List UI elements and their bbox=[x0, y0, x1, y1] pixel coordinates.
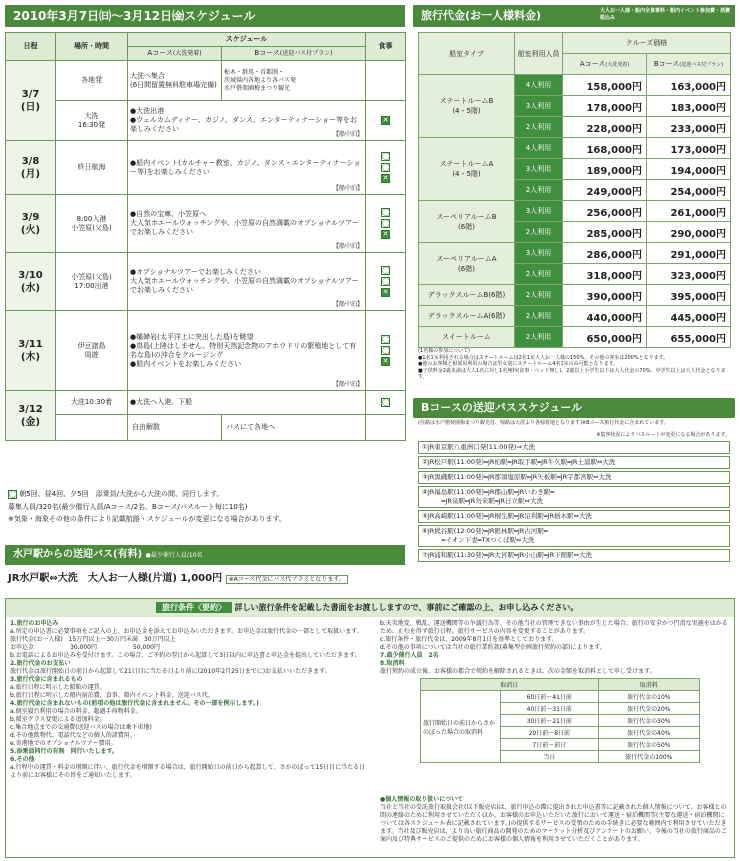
cancel-side: 旅行開始日の前日からさかのぼった場合の取消料 bbox=[421, 691, 501, 763]
bus-route: ④JR福島駅(11:00発)═JR郡山駅═JRいわき駅═ ═JR泉駅═JR勿来駅═JR日立駅⇔大洗 bbox=[418, 486, 730, 508]
terms-lead: 詳しい旅行条件を記載した書面をお渡ししますので、事前にご確認の上、お申し込みください。 bbox=[234, 603, 579, 612]
capacity-note: 募集人員/320名(最少催行人員/Aコース/2名、Bコース/バスルート毎に10名) bbox=[8, 503, 248, 511]
cancel-cell: 旅行代金の20% bbox=[598, 703, 699, 715]
price-b: 254,000円 bbox=[647, 180, 731, 201]
row-tag: 【船中泊】 bbox=[332, 243, 363, 250]
price-row bbox=[419, 138, 731, 159]
price-b: 323,000円 bbox=[647, 264, 731, 285]
price-note: ■子供料金2歳未満は大人1名に対し1名無料(食事・ベッド無し)、2歳以上小学生以下は大人代金の70%、中学生以上は大人代金となります。 bbox=[418, 367, 726, 380]
terms-item: b.お電話によるお申込みを受付けます。この場合、ご予約の翌日から起算して3日以内に申込書と申込金を提出していただきます。 bbox=[10, 652, 361, 659]
row-a: 大洗へ集合 (6日間留置無料駐車場完備) bbox=[128, 61, 222, 101]
occupancy: 2人利用 bbox=[515, 264, 563, 285]
mito-fare: 1,000円 bbox=[180, 573, 223, 584]
price-b: 655,000円 bbox=[647, 327, 731, 348]
price-row bbox=[419, 243, 731, 264]
row-a: ●オプショナルツアーでお楽しみください 大人気ホエールウォッチングや、小笠原の自然満載のオプショナルツアーでお楽しみください 【船中泊】 bbox=[128, 253, 366, 311]
row-b: 栃木・群馬・首都圏・ 茨城県内各地より各バス発 水戸偕楽園梅まつり観光 bbox=[222, 61, 366, 101]
row-date: 3/11 (木) bbox=[6, 311, 56, 391]
schedule-table bbox=[5, 32, 406, 441]
room-type: デラックスルームB(6階) bbox=[419, 285, 515, 306]
terms-item: 4.旅行代金に含まれないもの(前項の他は旅行代金に含まれません。その一部を例示します。) bbox=[10, 700, 259, 707]
terms-item: b.天災地変、戦乱、運送機関等の争議行為等、その他当社の管理できない事由が生じた場合、旅行の安全かつ円滑な実施をはかるため、止むを得ず旅行日程、旅行サービスの内容を変更することがあります。 bbox=[380, 620, 728, 635]
terms-item: a.行程中の運賃・料金の増額に伴い、旅行代金を増額する場合は、旅行開始日の前日から起算して、さかのぼって15日目に当たる日より前にお客様にその旨をご通知いたします。 bbox=[10, 764, 366, 779]
room-type: デラックスルームA(6階) bbox=[419, 306, 515, 327]
price-row bbox=[419, 201, 731, 222]
bus-route: ⑤JR高崎駅(11:00発)═JR桐生駅═JR足利駅═JR栃木駅⇔大洗 bbox=[418, 510, 730, 523]
price-b: 261,000円 bbox=[647, 201, 731, 222]
privacy-title: ●個人情報の取り扱いについて bbox=[380, 796, 464, 803]
bus-route: ③JR黒磯駅(11:00発)═JR那須塩原駅═JR矢板駅═JR宇都宮駅⇔大洗 bbox=[418, 471, 730, 484]
terms-item: 6.その他 bbox=[10, 756, 35, 763]
breakfast-icon: ◯ bbox=[382, 152, 390, 160]
price-a: 178,000円 bbox=[563, 96, 647, 117]
bus-route: ②JR松戸駅(11:00発)═JR柏駅═JR取手駅═JR牛久駅═JR土浦駅⇔大洗 bbox=[418, 456, 730, 469]
terms-item: 5.添乗員同行の有無 同行いたします。 bbox=[10, 748, 118, 755]
price-a: 285,000円 bbox=[563, 222, 647, 243]
lunch-icon: ◯ bbox=[382, 346, 390, 354]
terms-item: d.その他飲物代、電話代などの個人的諸費用。 bbox=[10, 732, 136, 739]
head-acourse: Aコース bbox=[147, 49, 173, 57]
terms-left bbox=[10, 620, 370, 780]
occupancy: 4人利用 bbox=[515, 75, 563, 96]
head-acourse-sub: (大洗発着) bbox=[172, 50, 202, 57]
schedule-title: 2010年3月7日㈰〜3月12日㈮スケジュール bbox=[5, 5, 405, 27]
row-place: 終日航海 bbox=[56, 141, 128, 195]
cancel-table bbox=[420, 678, 700, 763]
room-type: スーペリアルームB (6階) bbox=[419, 201, 515, 243]
price-row bbox=[419, 75, 731, 96]
terms-item: c.集合地点までの交通費(送迎バスの場合は乗下車地) bbox=[10, 724, 152, 731]
bus-note1: (往路は水戸偕楽園梅まつり観光付、帰路は大洗より各帰着地となります)※Bコース旅行代金に含まれています。 bbox=[418, 420, 669, 426]
row-a: ●孀婦岩(太平洋上に突出した島)を眺望 ●鳥島(上陸はしません。特別天然記念物のアホウドリの繁殖地として有名な島)の沖合をクルージング ●船内イベントをお楽しみください 【船中泊】 bbox=[128, 311, 366, 391]
occupancy: 2人利用 bbox=[515, 117, 563, 138]
terms-item: a.所定の申込書に必要事項をご記入の上、お申込金を添えてお申込みいただきます。お申込金は旅行代金の一部として取扱います。 bbox=[10, 628, 363, 635]
terms-item: e.寄港地でのオプショナルツアー費用。 bbox=[10, 740, 117, 747]
price-a: 390,000円 bbox=[563, 285, 647, 306]
cancel-head: 取消料 bbox=[598, 679, 699, 691]
row-date: 3/7 (日) bbox=[6, 61, 56, 141]
lunch-icon: ◯ bbox=[382, 163, 390, 171]
price-a: 286,000円 bbox=[563, 243, 647, 264]
head-meal: 食事 bbox=[366, 33, 406, 61]
cancel-cell: 旅行代金の50% bbox=[598, 739, 699, 751]
occupancy: 2人利用 bbox=[515, 306, 563, 327]
dinner-icon: ✕ bbox=[382, 116, 389, 124]
row-a: ●大洗へ入港、下船 bbox=[128, 391, 366, 415]
row-b2: バスにて各地へ bbox=[222, 415, 366, 441]
head-schedule: スケジュール bbox=[128, 33, 366, 47]
row-place: 大洗10:30着 bbox=[56, 391, 128, 415]
price-b: 395,000円 bbox=[647, 285, 731, 306]
price-a: 189,000円 bbox=[563, 159, 647, 180]
terms-item: b.旅行日程に明示した船内宿泊費、食事、船内イベント料金、送迎バス代。 bbox=[10, 692, 214, 699]
row-place: 伊豆諸島 周遊 bbox=[56, 311, 128, 391]
terms-item: d.その他の事項については当社の旅行業約款(募集型企画旅行契約の部)によります。 bbox=[380, 644, 606, 651]
bus-title: Bコースの送迎バススケジュール bbox=[413, 398, 735, 418]
row-place: 各地発 bbox=[56, 61, 128, 101]
price-a: 228,000円 bbox=[563, 117, 647, 138]
price-row bbox=[419, 327, 731, 348]
terms-item: 旅行契約の成立後、お客様の都合で契約を解除されるときは、次の金額を取消料として申し受けます。 bbox=[380, 668, 656, 675]
cancel-cell: 当日 bbox=[501, 751, 599, 763]
cancel-cell: 旅行代金の30% bbox=[598, 715, 699, 727]
bus-note2: ※集客状況によりバスルートが変更になる場合があります。 bbox=[596, 432, 730, 438]
legend-text: 朝5回、昼4回、夕5回 添乗員/大洗から大洗の間、同行します。 bbox=[19, 490, 224, 498]
head-place: 場所・時間 bbox=[56, 33, 128, 61]
lunch-icon: ◯ bbox=[382, 219, 390, 227]
occupancy: 4人利用 bbox=[515, 138, 563, 159]
price-b: 173,000円 bbox=[647, 138, 731, 159]
breakfast-icon: ◯ bbox=[382, 208, 390, 216]
terms-item: 1.旅行のお申込み bbox=[10, 620, 59, 627]
occupancy: 2人利用 bbox=[515, 180, 563, 201]
row-a: ●大洗出港 ●ウェルカムディナー、カジノ、ダンス、エンターティナーショー等をお楽しみください 【船中泊】 bbox=[128, 101, 366, 141]
terms-item: 旅行代金(お一人様) 15万円以上〜30万円未満 30万円以上 bbox=[10, 636, 176, 643]
price-row bbox=[419, 306, 731, 327]
price-a: 650,000円 bbox=[563, 327, 647, 348]
room-type: スイートルーム bbox=[419, 327, 515, 348]
mito-fare-label: 大人お一人様(片道) bbox=[87, 573, 177, 584]
cancel-head: 取消日 bbox=[421, 679, 599, 691]
price-b: 194,000円 bbox=[647, 159, 731, 180]
row-date: 3/10 (水) bbox=[6, 253, 56, 311]
price-a: 440,000円 bbox=[563, 306, 647, 327]
row-a: ●船内イベント(カルチャー教室、カジノ、ダンス・エンターティナーショー等)をお楽しみください 【船中泊】 bbox=[128, 141, 366, 195]
price-a: 158,000円 bbox=[563, 75, 647, 96]
mito-bus-title: 水戸駅からの送迎バス(有料) ●最少催行人員/10名 bbox=[5, 545, 405, 565]
cancel-cell: 旅行代金の100% bbox=[598, 751, 699, 763]
price-row bbox=[419, 285, 731, 306]
price-b: 233,000円 bbox=[647, 117, 731, 138]
weather-note: ※気象・海象その他の条件により記載航路・スケジュールが変更になる場合があります。 bbox=[8, 515, 286, 523]
price-note: ●他のお客様と相部屋利用の場合は男女別にステートルーム4名1室のみ可能となります。 bbox=[418, 361, 619, 367]
head-bcourse-sub: (送迎バス付プラン) bbox=[279, 50, 333, 57]
dinner-icon: ✕ bbox=[382, 174, 389, 182]
privacy-text: 当社と当社の受託旅行取扱会社(以下販売店)は、旅行申込の際に提出された申込書等に記載された個人情報について、お客様との間の連絡のために利用させていただくほか、お客様のお申込いただいた旅行において運送・宿泊機関等(主要な運送・宿泊機関については各スケジュール表に記載されています。)の提供するサービスの受領のための手続きに必要な範囲内で利用させていただきます。当社及び販売店は、より良い旅行商品の開発のためのマーケット分析及びアンケートのお願い、今後の当社の旅行商品のご案内及び特典サービスのご提供のためにお客様の個人情報を利用させていただくことがあります。 bbox=[380, 804, 727, 843]
breakfast-icon: ◯ bbox=[382, 335, 390, 343]
terms-item: a.旅行日程に明示した船舶の運賃。 bbox=[10, 684, 106, 691]
h-a-sub: (大洗発着) bbox=[605, 62, 630, 68]
terms-item: 2.旅行代金のお支払い bbox=[10, 660, 71, 667]
price-table bbox=[418, 32, 731, 348]
row-tag: 【船中泊】 bbox=[332, 381, 363, 388]
bus-route: ⑥JR熊谷駅(12:00発)═JR館林駅═JR古河駅═ ═イオン下妻═TXつくば駅⇔大洗 bbox=[418, 525, 730, 547]
terms-item: 8.取消料 bbox=[380, 660, 405, 667]
dinner-icon: ✕ bbox=[382, 230, 389, 238]
room-type: ステートルームB (4・5階) bbox=[419, 75, 515, 138]
h-a: Aコース bbox=[579, 60, 606, 68]
price-a: 318,000円 bbox=[563, 264, 647, 285]
occupancy: 3人利用 bbox=[515, 159, 563, 180]
price-b: 445,000円 bbox=[647, 306, 731, 327]
row-a: ●自然の宝庫、小笠原へ 大人気ホエールウォッチングや、小笠原の自然満載のオプショナルツアーでお楽しみください 【船中泊】 bbox=[128, 195, 366, 253]
terms-item: c.旅行条件・旅行代金は、2009年8月1日を基準としております。 bbox=[380, 636, 558, 643]
terms-item: 3.旅行代金に含まれるもの bbox=[10, 676, 83, 683]
occupancy: 2人利用 bbox=[515, 327, 563, 348]
terms-right bbox=[380, 620, 730, 676]
lunch-icon: ◯ bbox=[382, 277, 390, 285]
terms-item: 旅行代金は旅行開始日の前日から起算して21日目に当たる日より前に(2010年2月25日までに)お支払いいただきます。 bbox=[10, 668, 331, 675]
cancel-cell: 旅行代金の10% bbox=[598, 691, 699, 703]
privacy bbox=[380, 796, 730, 844]
price-a: 256,000円 bbox=[563, 201, 647, 222]
terms-item: a.個室寝台利用の場合の料金、超過手荷物料金。 bbox=[10, 708, 142, 715]
h-cruise: クルーズ価格 bbox=[563, 33, 731, 54]
breakfast-icon: ◯ bbox=[382, 398, 390, 406]
terms-title: 旅行条件〈要約〉 bbox=[156, 602, 232, 613]
h-type: 船室タイプ bbox=[419, 33, 515, 75]
terms-header bbox=[6, 599, 734, 617]
bus-route: ⑦JR浦和駅(11:30発)═JR大宮駅═JR小山駅═JR下館駅⇔大洗 bbox=[418, 549, 730, 562]
head-bcourse: Bコース bbox=[254, 49, 280, 57]
price-title: 旅行代金(お一人様料金) bbox=[413, 5, 735, 27]
dinner-icon: ✕ bbox=[382, 357, 389, 365]
price-b: 291,000円 bbox=[647, 243, 731, 264]
bus-route: ①JR東京駅八重洲口発(11:00発)⇒大洗 bbox=[418, 441, 730, 454]
price-a: 168,000円 bbox=[563, 138, 647, 159]
price-title-note: 大人お一人様・船内全食事料・船内イベント参加費・消費税込み bbox=[600, 8, 731, 21]
row-date: 3/12 (金) bbox=[6, 391, 56, 441]
price-b: 163,000円 bbox=[647, 75, 731, 96]
dinner-icon: ✕ bbox=[382, 288, 389, 296]
occupancy: 2人利用 bbox=[515, 285, 563, 306]
price-a: 249,000円 bbox=[563, 180, 647, 201]
mito-bus-fare bbox=[8, 572, 408, 586]
cancel-cell: 40日前〜31日前 bbox=[501, 703, 599, 715]
cancel-cell: 60日前〜41日前 bbox=[501, 691, 599, 703]
h-ppl: 船室利用人員 bbox=[515, 33, 563, 75]
price-notes bbox=[418, 348, 730, 381]
occupancy: 3人利用 bbox=[515, 96, 563, 117]
breakfast-icon: ◯ bbox=[382, 266, 390, 274]
row-b1: 自由解散 bbox=[128, 415, 222, 441]
price-b: 183,000円 bbox=[647, 96, 731, 117]
price-note: (1名様の参加について) bbox=[418, 348, 470, 354]
breakfast-icon: ◯ bbox=[9, 490, 17, 498]
row-date: 3/9 (火) bbox=[6, 195, 56, 253]
price-note: ●1名1室利用される場合はステートルームは2名1室大人お一人様の150%、その他の客室は200%となります。 bbox=[418, 354, 669, 361]
occupancy: 3人利用 bbox=[515, 201, 563, 222]
head-date: 日程 bbox=[6, 33, 56, 61]
row-date: 3/8 (月) bbox=[6, 141, 56, 195]
bus-route-list bbox=[418, 441, 730, 564]
room-type: ステートルームA (4・5階) bbox=[419, 138, 515, 201]
occupancy: 2人利用 bbox=[515, 222, 563, 243]
occupancy: 3人利用 bbox=[515, 243, 563, 264]
row-place: 8:00入港 小笠原(父島) bbox=[56, 195, 128, 253]
cancel-cell: 30日前〜21日前 bbox=[501, 715, 599, 727]
terms-item: 7.最少催行人員 2名 bbox=[380, 652, 439, 659]
row-tag: 【船中泊】 bbox=[332, 301, 363, 308]
cancel-cell: 旅行代金の40% bbox=[598, 727, 699, 739]
meal-legend bbox=[8, 489, 406, 500]
row-tag: 【船中泊】 bbox=[332, 131, 363, 138]
h-b: Bコース bbox=[653, 60, 680, 68]
h-b-sub: (送迎バス付プラン) bbox=[679, 62, 724, 68]
cancel-cell: 20日前〜8日前 bbox=[501, 727, 599, 739]
terms-item: b.船室クラス変更による追加料金。 bbox=[10, 716, 106, 723]
cancel-cell: 7日前〜前日 bbox=[501, 739, 599, 751]
mito-route: JR水戸駅⇔大洗 bbox=[8, 573, 78, 584]
mito-note: ※Aコース代金にバス代プラスとなります。 bbox=[226, 575, 348, 584]
mito-min: ●最少催行人員/10名 bbox=[145, 552, 203, 559]
row-tag: 【船中泊】 bbox=[332, 185, 363, 192]
price-b: 290,000円 bbox=[647, 222, 731, 243]
terms-item: お申込金 30,000円 50,000円 bbox=[10, 644, 160, 651]
row-place: 小笠原(父島) 17:00出港 bbox=[56, 253, 128, 311]
row-place: 大洗 16:30発 bbox=[56, 101, 128, 141]
room-type: スーペリアルームA (6階) bbox=[419, 243, 515, 285]
